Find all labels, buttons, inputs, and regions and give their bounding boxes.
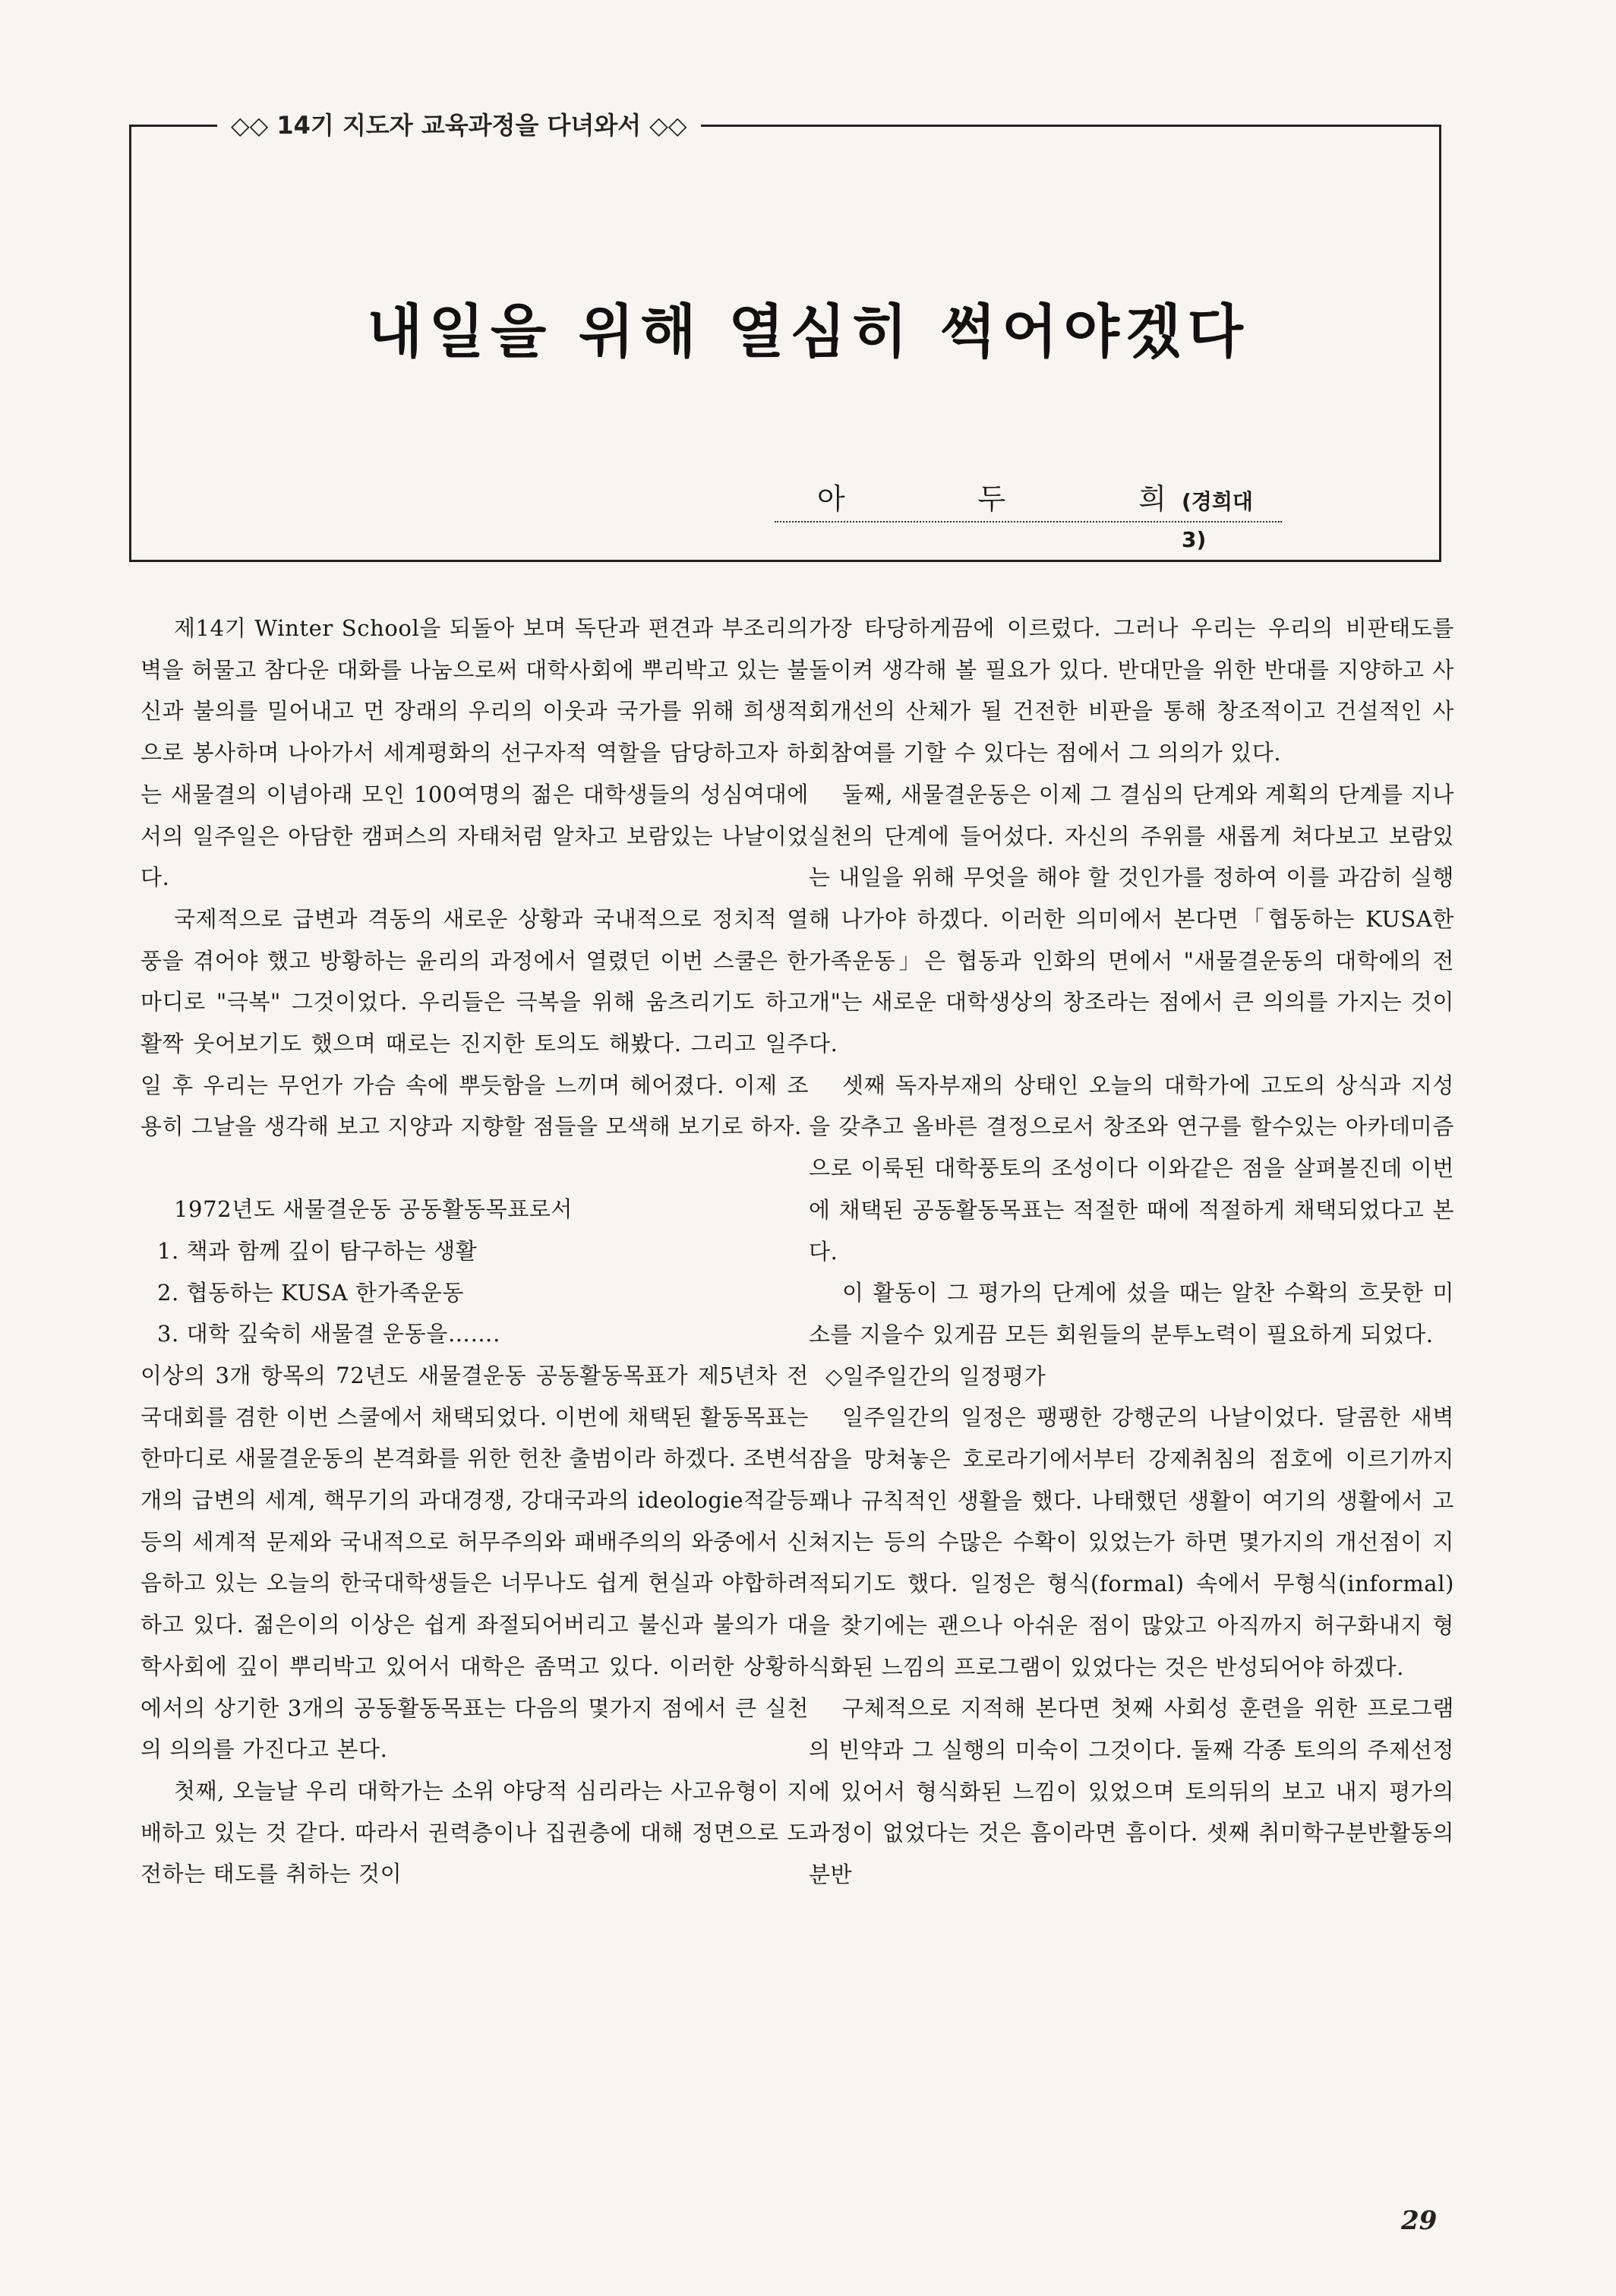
paragraph: 일주일간의 일정은 팽팽한 강행군의 나날이었다. 달콤한 새벽잠을 망쳐놓은 호로라기에서부터 강제취침의 점호에 이르기까지 꽤나 규칙적인 생활을 했다. 나태했던 생활이 여기의 생활에서 고쳐지는 등의 수많은 수확이 있었는가 하면 몇가지의 개선점이 지적되기도 했다. 일정은 형식(formal) 속에서 무형식(informal)을 찾기에는 괜으나 아쉬운 점이 많았고 아직까지 허구화내지 형식화된 느낌의 프로그램이 있었다는 것은 반성되어야 하겠다. bbox=[809, 1404, 1454, 1680]
author-char: 희 bbox=[1138, 482, 1166, 516]
section-subheading: ◇일주일간의 일정평가 bbox=[825, 1363, 1046, 1389]
author-affiliation: (경희대 3) bbox=[1182, 489, 1253, 552]
paragraph: 첫째, 오늘날 우리 대학가는 소위 야당적 심리라는 사고유형이 지배하고 있는 것 같다. 따라서 권력층이나 집권층에 대해 정면으로 도전하는 태도를 취하는 것이 bbox=[140, 1777, 809, 1887]
left-column bbox=[140, 608, 809, 1895]
paragraph: 국제적으로 급변과 격동의 새로운 상황과 국내적으로 정치적 열풍을 겪어야 했고 방황하는 윤리의 과정에서 열렸던 이번 스쿨은 한마디로 "극복" 그것이었다. 우리들은 극복을 위해 움츠리기도 하고 활짝 웃어보기도 했으며 때로는 진지한 토의도 해봤다. 그리고 일주일 후 우리는 무언가 가슴 속에 뿌듯함을 느끼며 헤어졌다. 이제 조용히 그날을 생각해 보고 지양과 지향할 점들을 모색해 보기로 하자. bbox=[140, 905, 809, 1140]
right-column bbox=[809, 608, 1454, 1896]
article-title: 내일을 위해 열심히 썩어야겠다 bbox=[367, 298, 1249, 365]
paragraph: 구체적으로 지적해 본다면 첫째 사회성 훈련을 위한 프로그램의 빈약과 그 실행의 미숙이 그것이다. 둘째 각종 토의의 주제선정에 있어서 형식화된 느낌이 있었으며 토의뒤의 보고 내지 평가의 과정이 없었다는 것은 흠이라면 흠이다. 셋째 취미학구분반활동의 분반 bbox=[809, 1695, 1454, 1888]
author-name bbox=[817, 480, 1166, 518]
goals-list-item: 2. 협동하는 KUSA 한가족운동 bbox=[157, 1279, 465, 1306]
paragraph: 이상의 3개 항목의 72년도 새물결운동 공동활동목표가 제5년차 전국대회를 겸한 이번 스쿨에서 채택되었다. 이번에 채택된 활동목표는 한마디로 새물결운동의 본격화를 위한 헌찬 출범이라 하겠다. 조변석개의 급변의 세계, 핵무기의 과대경쟁, 강대국과의 ideologie적갈등 등의 세계적 문제와 국내적으로 허무주의와 패배주의의 와중에서 신음하고 있는 오늘의 한국대학생들은 너무나도 쉽게 현실과 야합하려 하고 있다. 젊은이의 이상은 쉽게 좌절되어버리고 불신과 불의가 대학사회에 깊이 뿌리박고 있어서 대학은 좀먹고 있다. 이러한 상황하에서의 상기한 3개의 공동활동목표는 다음의 몇가지 점에서 큰 실천의 의의를 가진다고 본다. bbox=[140, 1362, 809, 1763]
byline bbox=[775, 480, 1282, 552]
page-number: 29 bbox=[1401, 2206, 1438, 2236]
goals-list-item: 1. 책과 함께 깊이 탐구하는 생활 bbox=[157, 1237, 478, 1264]
paragraph: 이 활동이 그 평가의 단계에 섰을 때는 알찬 수확의 흐뭇한 미소를 지을수 있게끔 모든 회원들의 분투노력이 필요하게 되었다. bbox=[809, 1280, 1454, 1347]
goals-list-item: 3. 대학 깊숙히 새물결 운동을……. bbox=[157, 1321, 500, 1347]
paragraph: 가장 타당하게끔에 이르렀다. 그러나 우리는 우리의 비판태도를 돌이켜 생각해 볼 필요가 있다. 반대만을 위한 반대를 지양하고 사회개선의 산체가 될 건전한 비판을 통해 창조적이고 건설적인 사회참여를 기할 수 있다는 점에서 그 의의가 있다. bbox=[809, 615, 1454, 766]
series-kicker: ◇◇ 14기 지도자 교육과정을 다녀와서 ◇◇ bbox=[217, 108, 701, 143]
author-char: 아 bbox=[817, 482, 845, 516]
goals-list bbox=[140, 1189, 809, 1355]
paragraph: 셋째 독자부재의 상태인 오늘의 대학가에 고도의 상식과 지성을 갖추고 올바른 결정으로서 창조와 연구를 할수있는 아카데미즘으로 이룩된 대학풍토의 조성이다 이와같은 점을 살펴볼진데 이번에 채택된 공동활동목표는 적절한 때에 적절하게 채택되었다고 본다. bbox=[809, 1072, 1454, 1265]
author-char: 두 bbox=[977, 482, 1006, 516]
paragraph: 제14기 Winter School을 되돌아 보며 독단과 편견과 부조리의 벽을 허물고 참다운 대화를 나눔으로써 대학사회에 뿌리박고 있는 불신과 불의를 밀어내고 먼 장래의 우리의 이웃과 국가를 위해 희생적으로 봉사하며 나아가서 세계평화의 선구자적 역할을 담당하고자 하는 새물결의 이념아래 모인 100여명의 젊은 대학생들의 성심여대에서의 일주일은 아담한 캠퍼스의 자태처럼 알차고 보람있는 나날이었다. bbox=[140, 615, 809, 891]
paragraph: 둘째, 새물결운동은 이제 그 결심의 단계와 계획의 단계를 지나 실천의 단계에 들어섰다. 자신의 주위를 새롭게 쳐다보고 보람있는 내일을 위해 무엇을 해야 할 것인가를 정하여 이를 과감히 실행해 나가야 하겠다. 이러한 의미에서 본다면「협동하는 KUSA한 가족운동」은 협동과 인화의 면에서 "새물결운동의 대학에의 전개"는 새로운 대학생상의 창조라는 점에서 큰 의의를 가지는 것이다. bbox=[809, 781, 1454, 1057]
goals-list-heading: 1972년도 새물결운동 공동활동목표로서 bbox=[174, 1196, 573, 1223]
